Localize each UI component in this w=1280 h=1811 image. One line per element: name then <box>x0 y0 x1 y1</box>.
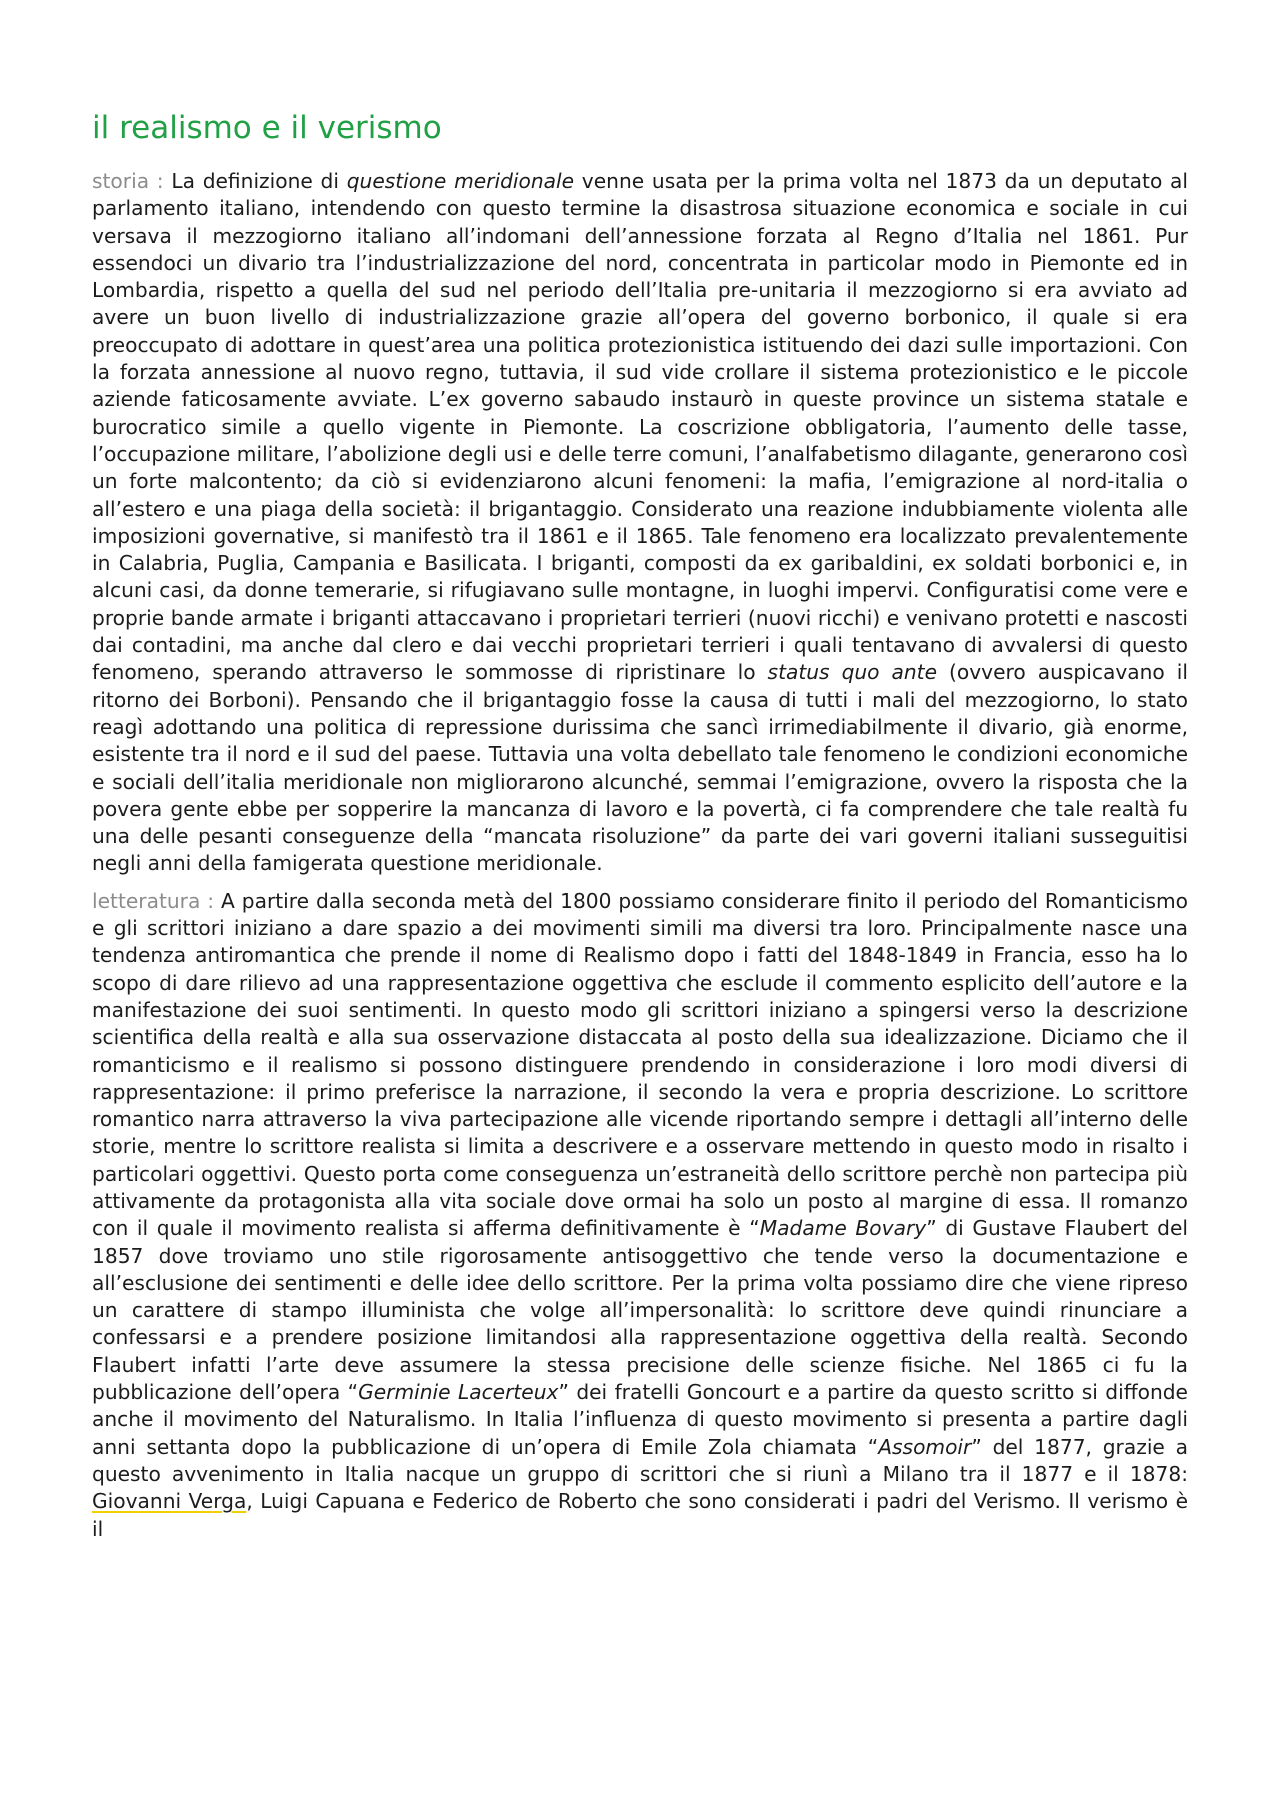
storia-paragraph <box>92 168 1188 878</box>
letteratura-text-3: ” dei fratelli Goncourt e a partire da questo scritto si diffonde anche il movimento del Naturalismo. In Italia l’influenza di questo movimento si presenta a partire dagli anni settanta dopo la pubblicazione di un’opera di Emile Zola chiamata “ <box>92 1380 1188 1459</box>
document-page <box>92 108 1188 1553</box>
letteratura-text-2: ” di Gustave Flaubert del 1857 dove troviamo uno stile rigorosamente antisoggettivo che tende verso la documentazione e all’esclusione dei sentimenti e delle idee dello scrittore. Per la prima volta possiamo dire che viene ripreso un carattere di stampo illuminista che volge all’impersonalità: lo scrittore deve quindi rinunciare a confessarsi e a prendere posizione limitandosi alla rappresentazione oggettiva della realtà. Secondo Flaubert infatti l’arte deve assumere la stessa precisione delle scienze fisiche. Nel 1865 ci fu la pubblicazione dell’opera “ <box>92 1216 1188 1405</box>
letteratura-italic-1: Madame Bovary <box>759 1216 927 1241</box>
highlighted-term: Giovanni Verga <box>92 1489 247 1514</box>
storia-italic-1: questione meridionale <box>346 169 575 193</box>
storia-text-3: (ovvero auspicavano il ritorno dei Borboni). Pensando che il brigantaggio fosse la causa di tutti i mali del mezzogiorno, lo stato reagì adottando una politica di repressione durissima che sancì irrimediabilmente il divario, già enorme, esistente tra il nord e il sud del paese. Tuttavia una volta debellato tale fenomeno le condizioni economiche e sociali dell’italia meridionale non migliorarono alcunché, semmai l’emigrazione, ovvero la risposta che la povera gente ebbe per sopperire la mancanza di lavoro e la povertà, ci fa comprendere che tale realtà fu una delle pesanti conseguenze della “mancata risoluzione” da parte dei vari governi italiani susseguitisi negli anni della famigerata questione meridionale. <box>92 660 1188 876</box>
letteratura-italic-2: Germinie Lacerteux <box>358 1380 559 1405</box>
storia-text-1: La definizione di <box>171 169 347 193</box>
letteratura-text-5: , Luigi Capuana e Federico de Roberto che sono considerati i padri del Verismo. Il verismo è il <box>92 1489 1189 1541</box>
storia-italic-2: status quo ante <box>767 660 938 685</box>
page-title: il realismo e il verismo <box>92 110 442 146</box>
storia-label: storia : <box>92 169 172 193</box>
storia-text-2: venne usata per la prima volta nel 1873 da un deputato al parlamento italiano, intendendo con questo termine la disastrosa situazione economica e sociale in cui versava il mezzogiorno italiano all’indomani dell’annessione forzata al Regno d’Italia nel 1861. Pur essendoci un divario tra l’industrializzazione del nord, concentrata in particolar modo in Piemonte ed in Lombardia, rispetto a quella del sud nel periodo dell’Italia pre-unitaria il mezzogiorno si era avviato ad avere un buon livello di industrializzazione grazie all’opera del governo borbonico, il quale si era preoccupato di adottare in quest’area una politica protezionistica istituendo dei dazi sulle importazioni. Con la forzata annessione al nuovo regno, tuttavia, il sud vide crollare il sistema protezionistico e le piccole aziende faticosamente avviate. L’ex governo sabaudo instaurò in queste province un sistema statale e burocratico simile a quello vigente in Piemonte. La coscrizione obbligatoria, l’aumento delle tasse, l’occupazione militare, l’abolizione degli usi e delle terre comuni, l’analfabetismo dilagante, generarono così un forte malcontento; da ciò si evidenziarono alcuni fenomeni: la mafia, l’emigrazione al nord-italia o all’estero e una piaga della società: il brigantaggio. Considerato una reazione indubbiamente violenta alle imposizioni governative, si manifestò tra il 1861 e il 1865. Tale fenomeno era localizzato prevalentemente in Calabria, Puglia, Campania e Basilicata. I briganti, composti da ex garibaldini, ex soldati borbonici e, in alcuni casi, da donne temerarie, si rifugiavano sulle montagne, in luoghi impervi. Configuratisi come vere e proprie bande armate i briganti attaccavano i proprietari terrieri (nuovi ricchi) e venivano protetti e nascosti dai contadini, ma anche dal clero e dai vecchi proprietari terrieri i quali tentavano di avvalersi di questo fenomeno, sperando attraverso le sommosse di ripristinare lo <box>92 169 1189 685</box>
letteratura-text-4: ” del 1877, grazie a questo avvenimento in Italia nacque un gruppo di scrittori che si riunì a Milano tra il 1877 e il 1878: <box>92 1434 1188 1486</box>
letteratura-label: letteratura : <box>92 888 222 913</box>
letteratura-text-1: A partire dalla seconda metà del 1800 possiamo considerare finito il periodo del Romanticismo e gli scrittori iniziano a dare spazio a dei movimenti simili ma diversi tra loro. Principalmente nasce una tendenza antiromantica che prende il nome di Realismo dopo i fatti del 1848-1849 in Francia, esso ha lo scopo di dare rilievo ad una rappresentazione oggettiva che esclude il commento esplicito dell’autore e la manifestazione dei suoi sentimenti. In questo modo gli scrittori iniziano a spingersi verso la descrizione scientifica della realtà e alla sua osservazione distaccata al posto della sua idealizzazione. Diciamo che il romanticismo e il realismo si possono distinguere prendendo in considerazione i loro modi diversi di rappresentazione: il primo preferisce la narrazione, il secondo la vera e propria descrizione. Lo scrittore romantico narra attraverso la viva partecipazione alle vicende riportando sempre i dettagli all’interno delle storie, mentre lo scrittore realista si limita a descrivere e a osservare mettendo in questo modo in risalto i particolari oggettivi. Questo porta come conseguenza un’estraneità dello scrittore perchè non partecipa più attivamente da protagonista alla vita sociale dove ormai ha solo un posto al margine di essa. Il romanzo con il quale il movimento realista si afferma definitivamente è “ <box>92 888 1188 1241</box>
letteratura-paragraph <box>92 888 1188 1543</box>
letteratura-italic-3: Assomoir <box>878 1434 972 1459</box>
